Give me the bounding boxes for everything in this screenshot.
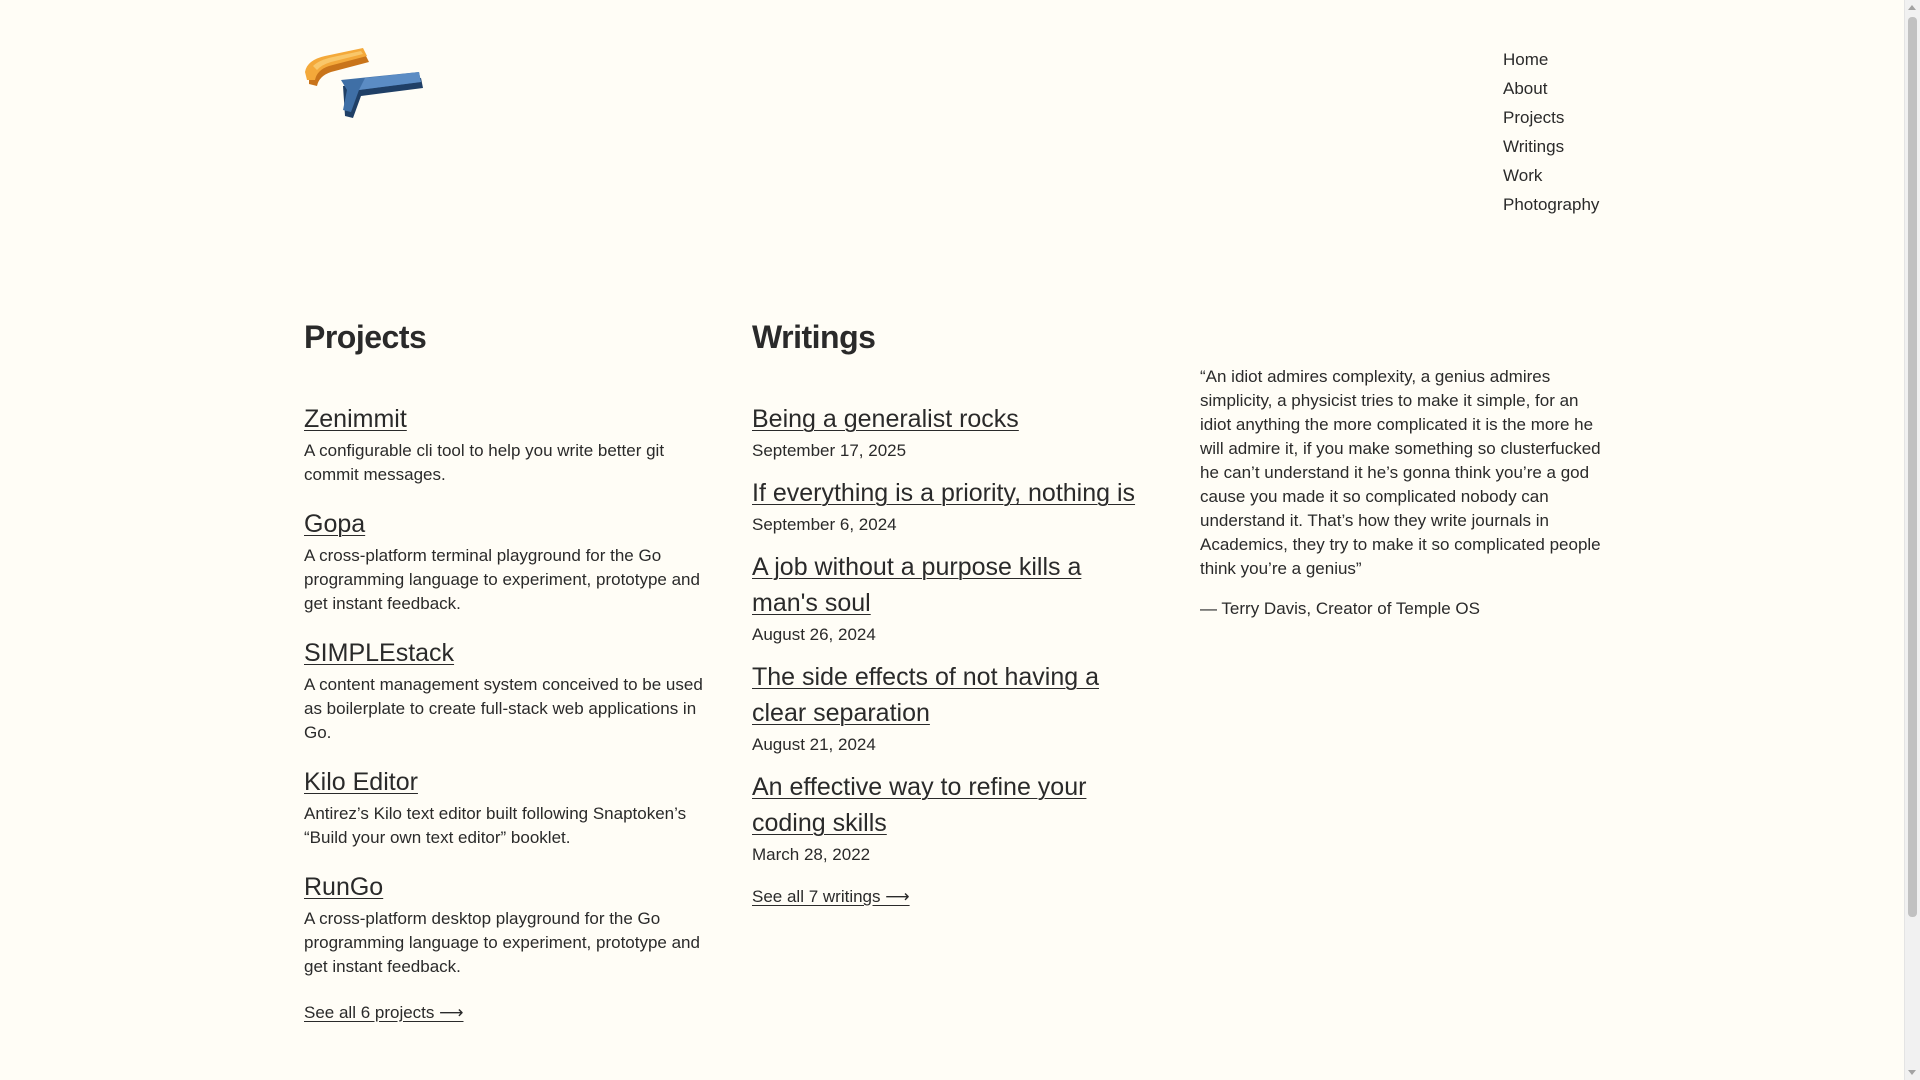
- see-all-projects-link[interactable]: See all 6 projects ⟶: [304, 1003, 464, 1022]
- nav-about-link[interactable]: About: [1503, 79, 1548, 98]
- projects-section: [304, 318, 704, 1025]
- list-item: [304, 635, 704, 745]
- writing-date: September 17, 2025: [752, 441, 907, 460]
- project-title-link[interactable]: SIMPLEstack: [304, 639, 455, 667]
- list-item: [752, 401, 1147, 463]
- project-description: A cross-platform desktop playground for the Go programming language to experiment, prototype and get instant feedback.: [304, 909, 700, 976]
- project-title-link[interactable]: Kilo Editor: [304, 768, 418, 796]
- list-item: [752, 659, 1147, 757]
- scroll-up-icon[interactable]: [1908, 5, 1916, 10]
- writing-date: August 26, 2024: [752, 625, 876, 644]
- writings-section: [752, 318, 1152, 909]
- scroll-down-icon[interactable]: [1908, 1070, 1916, 1075]
- writing-title-link[interactable]: If everything is a priority, nothing is: [752, 479, 1136, 507]
- project-description: A cross-platform terminal playground for the Go programming language to experiment, prototype and get instant feedback.: [304, 546, 700, 613]
- project-description: A content management system conceived to be used as boilerplate to create full-stack web applications in Go.: [304, 675, 703, 742]
- quote-author: — Terry Davis, Creator of Temple OS: [1200, 599, 1480, 618]
- quote-text: “An idiot admires complexity, a genius admires simplicity, a physicist tries to make it simple, for an idiot anything the more complicated it is the more he will admire it, if you make something so clusterfucked he can’t understand it he’s gonna think you’re a god cause you made it so complicated nobody can understand it. That’s how they write journals in Academics, they try to make it so complicated people think you’re a genius”: [1200, 367, 1601, 578]
- main-nav: [1503, 48, 1599, 222]
- writing-date: March 28, 2022: [752, 845, 871, 864]
- writing-date: September 6, 2024: [752, 515, 897, 534]
- list-item: [752, 475, 1147, 537]
- project-title-link[interactable]: Zenimmit: [304, 405, 407, 433]
- nav-photography-link[interactable]: Photography: [1503, 195, 1600, 214]
- writing-title-link[interactable]: Being a generalist rocks: [752, 405, 1019, 433]
- project-description: Antirez’s Kilo text editor built following Snaptoken’s “Build your own text editor” booklet.: [304, 804, 687, 847]
- nav-work-link[interactable]: Work: [1503, 166, 1543, 185]
- list-item: [304, 506, 704, 616]
- project-list: [304, 401, 704, 979]
- list-item: [752, 769, 1147, 867]
- project-title-link[interactable]: RunGo: [304, 873, 384, 901]
- writing-title-link[interactable]: An effective way to refine your coding skills: [752, 773, 1087, 837]
- see-all-writings-link[interactable]: See all 7 writings ⟶: [752, 887, 910, 906]
- writing-title-link[interactable]: The side effects of not having a clear separation: [752, 663, 1099, 727]
- scrollbar-thumb[interactable]: [1908, 17, 1917, 917]
- nav-home-link[interactable]: Home: [1503, 50, 1549, 69]
- writing-list: [752, 401, 1147, 867]
- list-item: [304, 764, 704, 850]
- list-item: [304, 401, 704, 487]
- writing-date: August 21, 2024: [752, 735, 876, 754]
- quote-section: [1200, 365, 1605, 621]
- nav-projects-link[interactable]: Projects: [1503, 108, 1565, 127]
- projects-heading: Projects: [304, 319, 427, 355]
- writings-heading: Writings: [752, 319, 876, 355]
- vertical-scrollbar[interactable]: [1904, 0, 1920, 1080]
- project-title-link[interactable]: Gopa: [304, 510, 366, 538]
- list-item: [304, 869, 704, 979]
- list-item: [752, 549, 1147, 647]
- site-logo[interactable]: [303, 46, 428, 120]
- project-description: A configurable cli tool to help you write better git commit messages.: [304, 441, 665, 484]
- writing-title-link[interactable]: A job without a purpose kills a man's soul: [752, 553, 1082, 617]
- logo-icon: [303, 46, 428, 120]
- nav-writings-link[interactable]: Writings: [1503, 137, 1565, 156]
